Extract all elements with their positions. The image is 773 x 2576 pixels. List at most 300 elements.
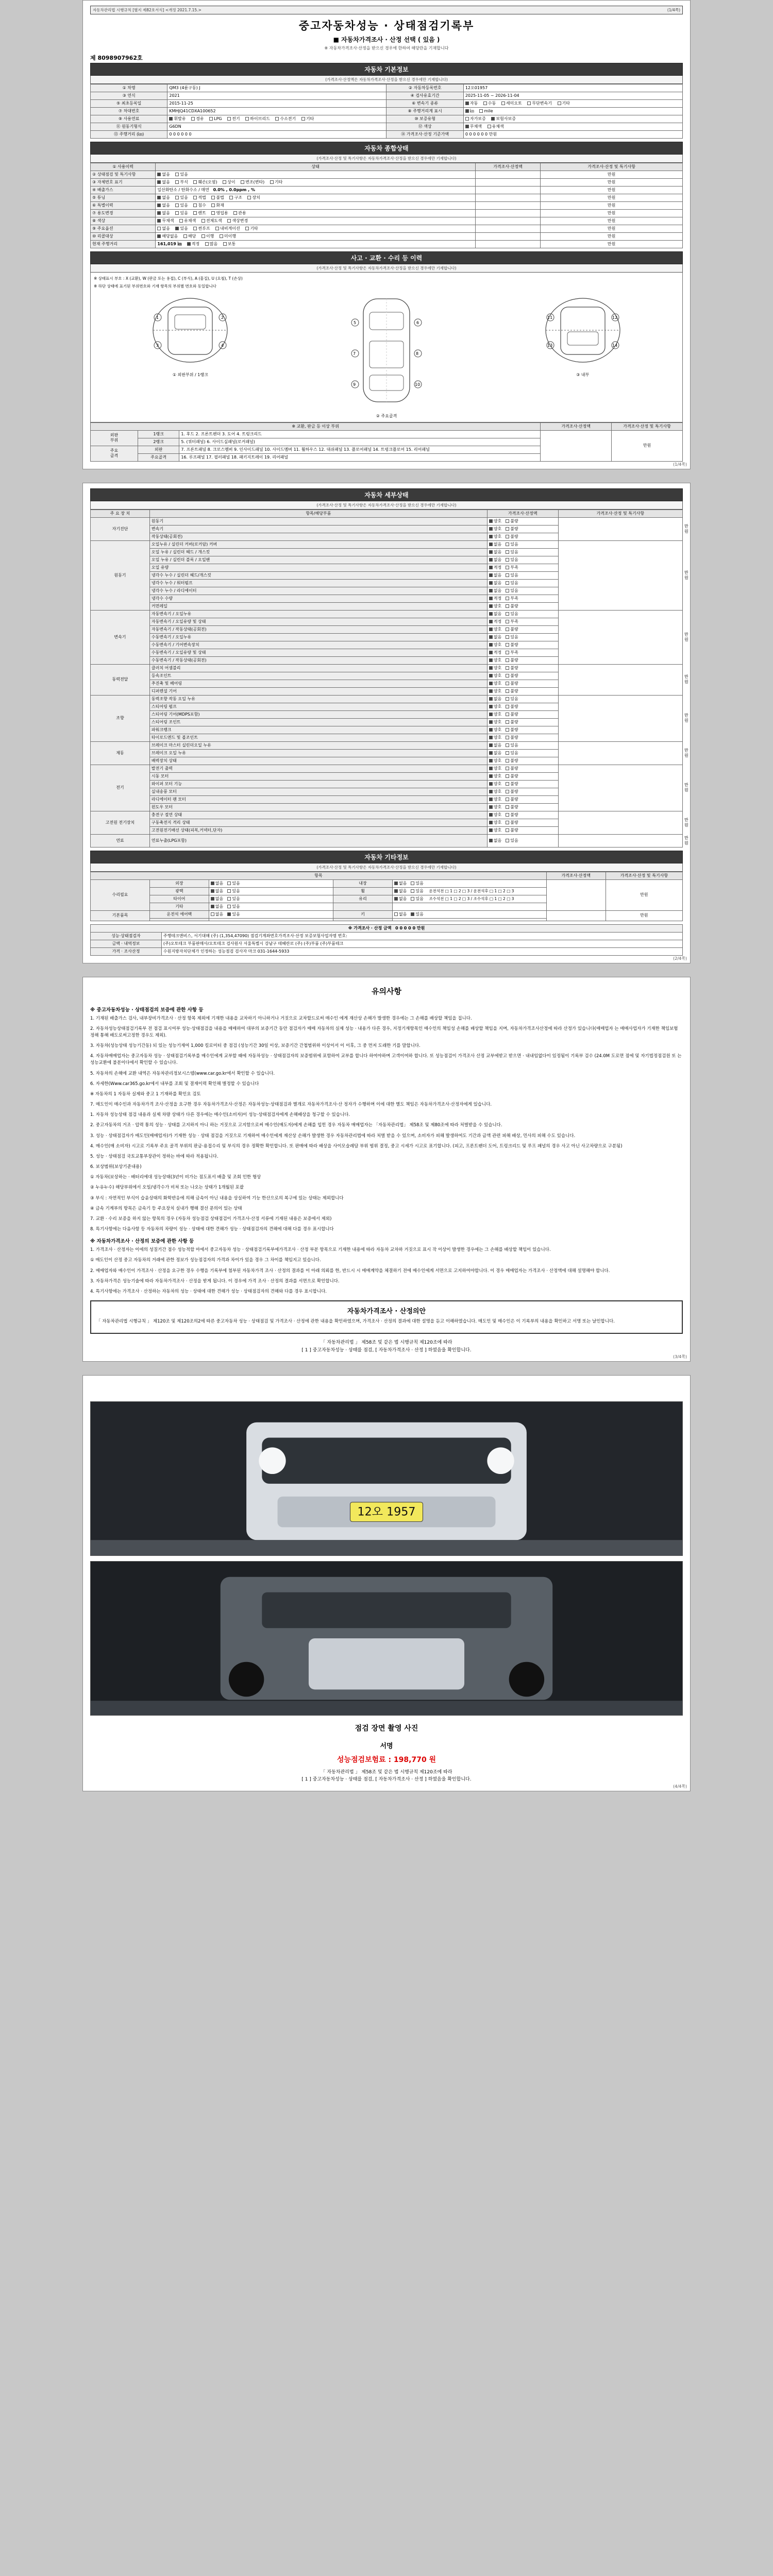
notice-item-a-4: 5. 자동차의 손해에 교환 내역은 자동차관리정보시스템(www.car.go.kr에서 확인할 수 있습니다. <box>90 1071 275 1076</box>
detail-status-2-1[interactable]: 적정 부족 <box>487 618 558 625</box>
guarantee-title: 자동차가격조사 · 산정의안 <box>347 1308 426 1316</box>
detail-status-0-0[interactable]: 양호 불량 <box>487 517 558 525</box>
etc-item-polish: 광택 <box>149 887 209 895</box>
accident-parts-0: 1. 후드 2. 프론트펜더 3. 도어 4. 트렁크리드 <box>179 430 541 438</box>
table-row <box>91 940 683 947</box>
price-summary-label-1: 금액 · 내역정보 <box>91 940 162 947</box>
mileage-reading-label: 현재 주행거리 <box>91 241 156 248</box>
overall-note-6: 만원 <box>541 217 683 225</box>
page-tag-3: (3/4쪽) <box>673 1354 687 1360</box>
table-row <box>91 84 683 92</box>
overall-note-8: 만원 <box>541 233 683 241</box>
svg-text:8: 8 <box>416 351 419 356</box>
detail-item-0-0: 원동기 <box>149 517 487 525</box>
accident-parts-1: 5. (쿼터패널) 6. 사이드실패널(로커패널) <box>179 438 541 446</box>
detail-status-7-0[interactable]: 양호 불량 <box>487 811 558 819</box>
transmission-options[interactable]: 자동 수동 세미오토 무단변속기 기타 <box>463 100 682 108</box>
etc-opts-interior[interactable]: 없음 있음 <box>392 879 546 887</box>
car-caption-top: ② 주요골격 <box>376 413 397 418</box>
inspection-photo-1 <box>90 1401 683 1556</box>
detail-col-1: 항목/해당부품 <box>149 510 487 517</box>
car-caption-front: ① 외판부위 / 1랭크 <box>172 372 208 377</box>
basic-label-5: ⑤ 최초등록일 <box>91 100 167 108</box>
detail-status-6-3[interactable]: 양호 불량 <box>487 788 558 795</box>
detail-item-1-1: 오일 누유 / 실린더 헤드 / 개스킷 <box>149 548 487 556</box>
detail-status-7-2[interactable]: 양호 불량 <box>487 826 558 834</box>
detail-status-2-0[interactable]: 없음 있음 <box>487 610 558 618</box>
detail-item-1-5: 냉각수 누수 / 워터펌프 <box>149 579 487 587</box>
basic-label-7: ⑦ 차대번호 <box>91 108 167 115</box>
accident-col-price: 가격조사·산정액 <box>541 422 612 430</box>
table-row <box>91 187 683 194</box>
notice-item-a-3: 4. 자동차매매업자는 중고자동차 성능 · 상태점검기록부를 매수인에게 교부할 때에 자동차성능 · 상태점검자의 보증범위에 포함하여 교부를 합니다 하여야하며 고객이여하 합니다. 또 성능점검이 가격조사 산정 교부에받고 받으면 · 내내임없다이 있정됨이 기록부 검수 (24.0M 도로면 점에 및 자기법정점검원 또 는 성능교환에 불분이다에서 확인할 수 있습니다. <box>90 1054 682 1066</box>
svg-text:4: 4 <box>221 343 224 348</box>
overall-item-6: ⑧ 색상 <box>91 217 156 225</box>
overall-col-2: 상태 <box>156 163 475 171</box>
detail-item-7-1: 구동축전지 격리 상태 <box>149 819 487 826</box>
overall-price-3 <box>475 194 540 202</box>
accident-col-parts: ※ 교환, 판금 등 이상 부위 <box>91 422 541 430</box>
detail-status-1-3[interactable]: 적정 부족 <box>487 564 558 571</box>
etc-opts-airbag[interactable]: 없음 있음 <box>209 910 333 918</box>
notice-item-b-4: 5. 성능 · 상태점검 국토교통부장관이 정하는 바에 따라 적용됩니다. <box>90 1154 219 1159</box>
page-2 <box>82 483 691 963</box>
notice-item-b-8: ③ 부식 : 자연적인 부식이 습윤상태의 화학반응에 의해 금속이 아닌 내용을 상실하여 기능 한산으로의 복구에 있는 상태는 제외합니다 <box>90 1195 344 1201</box>
page-1 <box>82 0 691 469</box>
svg-text:12: 12 <box>612 315 617 320</box>
document-subtitle-note: ※ 자동차가격조사·산정을 받으신 경우에 한하여 해당란을 기재합니다 <box>324 46 449 50</box>
detail-item-3-3: 디퍼렌셜 기어 <box>149 687 487 695</box>
basic-label-10: ⑩ 보증유형 <box>386 115 463 123</box>
notice-item-a-5: 6. 자세한(Www.car365.go.kr에서 내부를 조회 및 결재이력 확인해 별정할 수 있습니다 <box>90 1081 259 1087</box>
overall-note-0: 만원 <box>541 171 683 179</box>
accident-group-frame: 주요 골격 <box>91 446 138 461</box>
detail-item-6-2: 와이퍼 모터 기능 <box>149 780 487 788</box>
basic-label-3: ③ 연식 <box>91 92 167 100</box>
overall-item-5: ⑦ 용도변경 <box>91 210 156 217</box>
accident-diagram-area <box>90 273 683 422</box>
notice-item-c-2: 2. 매매업자와 매수인이 가격조사 · 산정을 요구한 경우 수행을 기록부에 첨부된 자동차가격 조사 · 산정의 결과를 이 아래 의뢰를 한, 반드시 시 매매계약을 체결하기 전에 매수인에게 서면으로 고지하여야합니다. 이 경우 매매업자는 가격조사 · 산정액에 대해 설명해야 합니다. <box>90 1268 610 1274</box>
overall-item-4: ⑥ 특별이력 <box>91 202 156 210</box>
basic-label-8: ⑧ 주행거리계 표시 <box>386 108 463 115</box>
svg-text:1: 1 <box>156 315 159 320</box>
detail-status-2-3[interactable]: 없음 있음 <box>487 633 558 641</box>
detail-status-5-2[interactable]: 양호 불량 <box>487 757 558 765</box>
detail-item-7-2: 고전원전기배선 상태(피복,커넥터,단자) <box>149 826 487 834</box>
section-basic-title: 자동차 기본정보 <box>90 63 683 76</box>
photo-front-view-icon <box>91 1402 682 1555</box>
detail-item-4-3: 스티어링 조인트 <box>149 718 487 726</box>
detail-status-6-1[interactable]: 양호 불량 <box>487 772 558 780</box>
detail-status-0-2[interactable]: 양호 불량 <box>487 533 558 540</box>
engine-type-value: G6DN <box>167 123 386 131</box>
detail-status-1-1[interactable]: 없음 있음 <box>487 548 558 556</box>
overall-note-3: 만원 <box>541 194 683 202</box>
detail-col-0: 주 요 장 치 <box>91 510 150 517</box>
etc-opts-other[interactable]: 없음 있음 <box>209 903 333 910</box>
detail-item-4-2: 스티어링 기어(MDPS포함) <box>149 710 487 718</box>
detail-item-6-0: 발전기 출력 <box>149 765 487 772</box>
detail-item-0-1: 변속기 <box>149 525 487 533</box>
etc-opts-exterior[interactable]: 없음 있음 <box>209 879 333 887</box>
car-diagram-rear <box>486 292 679 378</box>
detail-group-7: 고전원 전기장치 <box>91 811 150 834</box>
overall-opts-4[interactable]: 없음 있음 침수 화재 <box>156 202 475 210</box>
basic-label-1: ① 차명 <box>91 84 167 92</box>
notice-head-2: ※ 자동차가격조사 · 산정의 보증에 관한 사항 등 <box>90 1239 194 1245</box>
accident-rank-1: 2랭크 <box>138 438 179 446</box>
overall-opts-5[interactable]: 없음 있음 렌트 영업용 관용 <box>156 210 475 217</box>
detail-item-1-4: 냉각수 누수 / 실린더 헤드/개스킷 <box>149 571 487 579</box>
detail-item-2-6: 수동변속기 / 작동상태(공회전) <box>149 656 487 664</box>
detail-status-2-6[interactable]: 양호 불량 <box>487 656 558 664</box>
detail-status-1-8[interactable]: 양호 불량 <box>487 602 558 610</box>
overall-price-6 <box>475 217 540 225</box>
detail-status-1-4[interactable]: 없음 있음 <box>487 571 558 579</box>
detail-group-1: 원동기 <box>91 540 150 610</box>
detail-status-2-5[interactable]: 적정 부족 <box>487 649 558 656</box>
overall-opts-0[interactable]: 없음 있음 <box>156 171 475 179</box>
detail-group-6: 전기 <box>91 765 150 811</box>
overall-item-2: ④ 배출가스 <box>91 187 156 194</box>
section-basic-note: (가격조사·산정액은 자동차가격조사·산정을 받으신 경우에만 기재합니다) <box>90 76 683 84</box>
overall-note-7: 만원 <box>541 225 683 233</box>
photos-section-title: 점검 장면 촬영 사진 <box>355 1724 418 1733</box>
table-header-row <box>91 422 683 430</box>
etc-item-interior: 내장 <box>333 879 393 887</box>
detail-status-3-3[interactable]: 양호 불량 <box>487 687 558 695</box>
table-row <box>91 115 683 123</box>
notice-item-c-3: 3. 자동차가격은 성능기술에 따라 자동차가격조사 · 산정을 받게 됩니다. 이 경우에 가격 조사 · 산정의 결과를 서면으로 확인합니다. <box>90 1278 340 1284</box>
detail-price-3 <box>558 664 682 695</box>
notice-item-b-7: ② 누유누수) 해당부위에서 오일/냉각수가 비쳐 또는 나오는 상태가 1개월된 포괄 <box>90 1185 244 1191</box>
notice-item-b-3: 4. 매수인(매 소비자) 시고로 기록부 주요 골격 부위의 판금·용접수리 및 부식의 경우 정확한 확인합니다. 또 판매에 따라 배상을 사이모슬레담 부위 범위 결정, 중고 시세가 시고로 표기합니다. (피고, 프론트팬더 도어, 트렁크리드 및 루프 패널의 경우 사고 아닌 사고차량으로 구분됨) <box>90 1143 623 1149</box>
detail-item-1-8: 커먼레일 <box>149 602 487 610</box>
detail-item-1-7: 냉각수 수량 <box>149 595 487 602</box>
etc-item-airbag: 운전석 에어백 <box>149 910 209 918</box>
overall-opts-1[interactable]: 없음 부식 훼손(오염) 상이 변조(변타) 기타 <box>156 179 475 187</box>
notice-item-b-2: 3. 성능 · 상태점검자가 매도인(매매업자)가 기재한 성능 · 상태 점검을 거짓으로 기재하여 매수인에게 재산상 손해가 발생한 경우 자동차관리법에 따라 처벌 받을 수 있으며, 소비자가 피해 발생하여도 기간과 금액 관련 피해 배상, 민사의 피해 수도 있습니다. <box>90 1133 576 1139</box>
detail-item-4-0: 동력조향 작동 오일 누유 <box>149 695 487 703</box>
detail-group-2: 변속기 <box>91 610 150 664</box>
etc-item-exterior: 외장 <box>149 879 209 887</box>
color-label: ⑫ 색상 <box>386 123 463 131</box>
detail-item-3-0: 클러치 어셈블리 <box>149 664 487 672</box>
detail-item-1-2: 오일 누유 / 실린더 블록 / 오일팬 <box>149 556 487 564</box>
diagram-legend-2: ※ 하단 상태에 표기된 부위번호와 기재 항목의 부위별 번호와 동일합니다 <box>94 284 216 289</box>
detail-item-2-0: 자동변속기 / 오일누유 <box>149 610 487 618</box>
inspection-photo-2 <box>90 1561 683 1716</box>
overall-opts-8[interactable]: 해당없음 해당 이행 미이행 <box>156 233 475 241</box>
accident-price-cell <box>541 430 612 461</box>
overall-note-2: 만원 <box>541 187 683 194</box>
detail-status-2-4[interactable]: 양호 불량 <box>487 641 558 649</box>
detail-item-1-3: 오일 유량 <box>149 564 487 571</box>
detail-status-1-7[interactable]: 적정 부족 <box>487 595 558 602</box>
etc-item-tire: 타이어 <box>149 895 209 903</box>
detail-status-6-2[interactable]: 양호 불량 <box>487 780 558 788</box>
table-row <box>91 123 683 131</box>
detail-status-4-5[interactable]: 양호 불량 <box>487 734 558 741</box>
car-diagrams <box>94 292 679 419</box>
detail-status-2-2[interactable]: 양호 불량 <box>487 625 558 633</box>
table-row <box>91 241 683 248</box>
etc-opts-blank <box>392 903 546 910</box>
mileage-reading-value-cell: 161,019 ㎞ 적정 많음 보통 <box>156 241 475 248</box>
basic-label-9: ⑨ 사용연료 <box>91 115 167 123</box>
detail-status-3-0[interactable]: 양호 불량 <box>487 664 558 672</box>
section-etc-note: (가격조사·산정 및 특기사항은 자동차가격조사·산정을 받으신 경우에만 기재합니다) <box>90 863 683 872</box>
table-row <box>91 879 683 887</box>
accident-rank-2: 외판 <box>138 446 179 453</box>
detail-status-1-6[interactable]: 없음 있음 <box>487 587 558 595</box>
detail-status-4-0[interactable]: 없음 있음 <box>487 695 558 703</box>
detail-table <box>90 510 688 848</box>
notice-item-a-6: ※ 자동차의 1 자동차 실제와 중고 1 기재하를 확인요 검토 <box>90 1091 201 1097</box>
car-caption-rear: ③ 내부 <box>576 372 590 377</box>
svg-text:3: 3 <box>156 343 159 348</box>
section-overall-title: 자동차 종합상태 <box>90 142 683 155</box>
detail-item-2-1: 자동변속기 / 오일유량 및 상태 <box>149 618 487 625</box>
accident-parts-2: 7. 프론트패널 8. 크로스멤버 9. 인사이드패널 10. 사이드멤버 11. 휠하우스 12. 대쉬패널 13. 플로어패널 14. 트렁크플로어 15. 리어패널 <box>179 446 541 453</box>
price-summary-table <box>90 924 683 956</box>
fuel-options[interactable]: 휘발유 경유 LPG 전기 하이브리드 수소전기 기타 <box>167 115 386 123</box>
etc-price-cell <box>546 879 606 910</box>
table-row <box>91 910 683 918</box>
overall-price-1 <box>475 179 540 187</box>
etc-item-other: 기타 <box>149 903 209 910</box>
detail-item-6-4: 라디에이터 팬 모터 <box>149 795 487 803</box>
table-row <box>91 233 683 241</box>
table-header-row <box>91 163 683 171</box>
detail-item-2-3: 수동변속기 / 오일누유 <box>149 633 487 641</box>
overall-item-0: ② 상태점검 및 특기사항 <box>91 171 156 179</box>
overall-note-1: 만원 <box>541 179 683 187</box>
svg-text:7: 7 <box>353 351 356 356</box>
etc-basic-price <box>546 910 606 921</box>
price-summary-value-0: 주행테크앤비스, 서기대해 (주) (1,354,47090) 점검기계좌번호가격조사·산정 보증보험사업자명 번호: <box>161 932 682 940</box>
overall-col-4: 가격조사·산정 및 특기사항 <box>541 163 683 171</box>
document-header <box>90 14 683 63</box>
accident-rank-3: 주요골격 <box>138 453 179 461</box>
svg-text:11: 11 <box>547 315 552 320</box>
detail-status-8-0[interactable]: 없음 있음 <box>487 834 558 847</box>
svg-text:9: 9 <box>353 382 356 387</box>
detail-status-0-1[interactable]: 양호 불량 <box>487 525 558 533</box>
detail-item-5-1: 브레이크 오일 누유 <box>149 749 487 757</box>
detail-item-8-0: 연료누출(LPG포함) <box>149 834 487 847</box>
table-header-row <box>91 872 683 879</box>
car-rear-icon <box>524 292 642 369</box>
table-row <box>91 210 683 217</box>
detail-item-4-5: 타이로드엔드 및 볼조인트 <box>149 734 487 741</box>
detail-status-1-0[interactable]: 없음 있음 <box>487 540 558 548</box>
section-overall-note: (가격조사·산정 및 특기사항은 자동차가격조사·산정을 받으신 경우에만 기재합니다) <box>90 155 683 163</box>
etc-opts-glass[interactable]: 없음 있음 조수석전 □ 1 □ 2 □ 3 / 조수석후 □ 1 □ 2 □ 3 <box>392 895 546 903</box>
notice-item-b-5: 6. 보상범위(보상기준내용) <box>90 1164 142 1170</box>
table-row <box>91 540 683 548</box>
accident-rank-0: 1랭크 <box>138 430 179 438</box>
detail-col-4: 가격조사·산정 및 특기사항 <box>558 510 682 517</box>
table-row <box>91 92 683 100</box>
color-options[interactable]: 무채색 유채색 <box>463 123 682 131</box>
table-row <box>91 171 683 179</box>
overall-col-0: ① 사용이력 <box>91 163 156 171</box>
notice-list-2 <box>90 1112 683 1233</box>
page-tag-1: (1/4쪽) <box>673 462 687 467</box>
document-subtitle: ■ 자동차가격조사 · 산정 선택 ( 있음 ) <box>333 36 440 43</box>
table-row <box>91 811 683 819</box>
overall-price-4 <box>475 202 540 210</box>
overall-item-1: ③ 자체번호 표기 <box>91 179 156 187</box>
car-front-icon <box>131 292 249 369</box>
notice-footnote-2: [ 1 ] 중고자동차성능 · 상태를 점검, [ 자동차가격조사 · 산정 ] 하였음을 확인합니다. <box>301 1347 472 1353</box>
accident-group-outer: 외판 부위 <box>91 430 138 446</box>
svg-text:5: 5 <box>354 320 357 325</box>
detail-price-5 <box>558 741 682 765</box>
accident-note-cell: 만원 <box>612 430 683 461</box>
etc-item-extra2 <box>333 918 393 921</box>
detail-status-4-1[interactable]: 양호 불량 <box>487 703 558 710</box>
odometer-display[interactable]: ㎞ mile <box>463 108 682 115</box>
etc-item-key: 키 <box>333 910 393 918</box>
overall-price-8 <box>475 233 540 241</box>
notice-item-a-0: 1. 기재된 배출가스 검사, 내부장비가격조사 · 산정 항목 제외에 기재한 내용을 교차하기 아니하거나 거짓으로 교차할드로써 매수인 에게 재산상 손해가 발생한 경우에는 그 손해를 배상할 책임을 집니다. <box>90 1015 472 1021</box>
detail-status-5-1[interactable]: 없음 있음 <box>487 749 558 757</box>
notice-item-c-4: 4. 특기사항에는 가격조사 · 산정하는 자동차의 성능 · 상태에 대한 견해가 성능 · 상태점검자의 견해와 다를 경우 표시합니다. <box>90 1289 327 1294</box>
detail-item-0-2: 작동상태(공회전) <box>149 533 487 540</box>
detail-item-2-2: 자동변속기 / 작동상태(공회전) <box>149 625 487 633</box>
detail-body <box>91 517 688 847</box>
detail-status-6-4[interactable]: 양호 불량 <box>487 795 558 803</box>
table-row <box>91 179 683 187</box>
notice-item-a-2: 3. 자동차(성능상태 성능기간동) 되 있는 성능기재여 1,000 킬로미터 중 점검 (성능기간 30일 이상, 보증기간 간첩범위하 이상이서 이 이후, 그 중 먼저 도래한 기를 말합니다. <box>90 1043 421 1049</box>
etc-item-wheel: 휠 <box>333 887 393 895</box>
detail-item-3-1: 등속조인트 <box>149 672 487 680</box>
price-summary-label-0: 성능·상태점검자 <box>91 932 162 940</box>
svg-text:2: 2 <box>221 315 224 320</box>
warranty-options[interactable]: 자가보증 보험사보증 <box>463 115 682 123</box>
car-diagram-top <box>290 292 483 419</box>
detail-status-6-5[interactable]: 양호 불량 <box>487 803 558 811</box>
footer-note-2: [ 1 ] 중고자동차성능 · 상태를 점검, [ 자동차가격조사 · 산정 ] 하였음을 확인합니다. <box>301 1777 472 1783</box>
overall-price-7 <box>475 225 540 233</box>
detail-item-4-4: 파워크랭크 <box>149 726 487 734</box>
table-header-row <box>91 510 683 517</box>
engine-type-label: ⑪ 원동기형식 <box>91 123 167 131</box>
etc-group-repair: 수리필요 <box>91 879 150 910</box>
footer-note-1: 「 자동차관리법 」 제58조 및 같은 법 시행규칙 제120조에 따라 <box>321 1770 452 1775</box>
section-detail-note: (가격조사·산정 및 특기사항은 자동차가격조사·산정을 받으신 경우에만 기재합니다) <box>90 501 683 510</box>
mileage-reading-note: 만원 <box>541 241 683 248</box>
etc-item-blank <box>333 903 393 910</box>
etc-opts-key[interactable]: 없음 있음 <box>392 910 546 918</box>
standard-price-label: ⑭ 가격조사·산정 기준가액 <box>386 131 463 139</box>
detail-status-4-2[interactable]: 양호 불량 <box>487 710 558 718</box>
notice-item-b-11: 8. 특기사항에는 다음사항 등 자동차의 차량이 성능 · 상태에 대한 견해가 성능 · 상태점검자의 견해에 대해 다를 경우 표시합니다 <box>90 1227 334 1232</box>
notice-item-b-0: 1. 자동차 성능상태 점검 내용과 실제 차량 상태가 다른 경우에는 매수인(소비자)이 성능·상태점검자에게 손해배상을 청구할 수 있습니다. <box>90 1112 350 1118</box>
detail-status-6-0[interactable]: 양호 불량 <box>487 765 558 772</box>
detail-status-3-1[interactable]: 양호 불량 <box>487 672 558 680</box>
svg-text:13: 13 <box>547 343 552 348</box>
svg-text:14: 14 <box>612 343 617 348</box>
mileage-reading-value: 161,019 ㎞ <box>157 242 182 246</box>
table-row <box>91 108 683 115</box>
price-summary-label-2: 가격 · 조사산정 <box>91 947 162 955</box>
car-diagram-front <box>94 292 287 378</box>
detail-status-1-2[interactable]: 없음 있음 <box>487 556 558 564</box>
guarantee-box <box>90 1300 683 1334</box>
etc-group-basic: 기본품목 <box>91 910 150 921</box>
mileage-label: ⑬ 주행거리 (㎞) <box>91 131 167 139</box>
notice-item-b-1: 2. 중고자동차의 거조 · 압력 통의 성능 · 상태를 고지하지 아니 하는 거짓으로 고지함으로써 매수인(매도자)에게 손해를 입힌 경우 자동차 매매업자는 「자동차관리법」 제58조 및 제80조에 따라 처벌받을 수 있습니다. <box>90 1123 502 1128</box>
detail-item-6-3: 실내송풍 모터 <box>149 788 487 795</box>
overall-note-5: 만원 <box>541 210 683 217</box>
overall-opts-3[interactable]: 없음 있음 적법 불법 구조 장치 <box>156 194 475 202</box>
detail-price-1 <box>558 540 682 610</box>
photo-underbody-icon <box>91 1562 682 1715</box>
detail-group-4: 조향 <box>91 695 150 741</box>
accident-rank-table <box>90 422 683 462</box>
basic-value-3: 2021 <box>167 92 386 100</box>
notice-item-b-9: ④ 금속 기계부의 항목은 금속기 등 주요장치 실내가 행해 결선 문의이 있는 상태 <box>90 1206 242 1211</box>
overall-price-0 <box>475 171 540 179</box>
notice-item-c-0: 1. 가격조사 · 산정자는 이에의 성질기간 점수 성능적합 마에서 중고자동차 성능 · 상태점검기록부에가격조사 · 산정 부분 항목으로 기재한 내용에 따라 자동차 교차하 거짓으로 표시 작 이상이 발생한 경우에는 그 손해를 배상할 책임이 있습니다. <box>90 1247 551 1253</box>
price-summary-title: ※ 가격조사 · 산정 금액 0 0 0 0 0 만원 <box>91 924 683 932</box>
overall-col-3: 가격조사·산정액 <box>475 163 540 171</box>
vin-value: KMHJQ41CDXA100652 <box>167 108 386 115</box>
accident-col-note: 가격조사·산정 및 특기사항 <box>612 422 683 430</box>
detail-item-6-5: 윈도우 모터 <box>149 803 487 811</box>
etc-item-extra <box>149 918 209 921</box>
etc-opts-tire[interactable]: 없음 있음 <box>209 895 333 903</box>
overall-opts-6[interactable]: 무채색 유채색 전체도색 색상변경 <box>156 217 475 225</box>
page-4 <box>82 1375 691 1791</box>
legal-left: 자동차관리법 시행규칙 [별지 제82호서식] <개정 2021.7.15.> <box>93 8 201 12</box>
table-row <box>91 131 683 139</box>
detail-price-4 <box>558 695 682 741</box>
detail-status-7-1[interactable]: 양호 불량 <box>487 819 558 826</box>
standard-price-value: 0 0 0 0 0 0 만원 <box>463 131 682 139</box>
etc-opts-wheel[interactable]: 없음 있음 운전석전 □ 1 □ 2 □ 3 / 운전석후 □ 1 □ 2 □ 3 <box>392 887 546 895</box>
detail-status-4-4[interactable]: 양호 불량 <box>487 726 558 734</box>
basic-label-6: ⑥ 변속기 종류 <box>386 100 463 108</box>
inspection-fee-label: 성능점검보험료 : <box>337 1756 392 1765</box>
svg-text:6: 6 <box>416 320 419 325</box>
section-accident-note: (가격조사·산정 및 특기사항은 자동차가격조사·산정을 받으신 경우에만 기재합니다) <box>90 264 683 273</box>
detail-item-6-1: 시동 모터 <box>149 772 487 780</box>
basic-info-table <box>90 84 683 139</box>
detail-item-5-2: 배력장치 상태 <box>149 757 487 765</box>
overall-note-4: 만원 <box>541 202 683 210</box>
overall-opts-7[interactable]: 없음 있음 썬루프 내비게이션 기타 <box>156 225 475 233</box>
etc-col-price: 가격조사·산정액 <box>546 872 606 879</box>
detail-status-3-2[interactable]: 양호 불량 <box>487 680 558 687</box>
table-row <box>91 664 683 672</box>
table-row <box>91 517 683 525</box>
etc-opts-polish[interactable]: 없음 있음 <box>209 887 333 895</box>
detail-item-4-1: 스티어링 펌프 <box>149 703 487 710</box>
detail-col-3: 가격조사·산정액 <box>487 510 558 517</box>
etc-item-glass: 유리 <box>333 895 393 903</box>
detail-status-4-3[interactable]: 양호 불량 <box>487 718 558 726</box>
basic-value-4: 2025-11-05 ~ 2026-11-04 <box>463 92 682 100</box>
detail-status-1-5[interactable]: 없음 있음 <box>487 579 558 587</box>
detail-status-5-0[interactable]: 없음 있음 <box>487 741 558 749</box>
section-accident-title: 사고 · 교환 · 수리 등 이력 <box>90 251 683 264</box>
basic-label-2: ② 자동차등록번호 <box>386 84 463 92</box>
detail-item-7-0: 충전구 절연 상태 <box>149 811 487 819</box>
